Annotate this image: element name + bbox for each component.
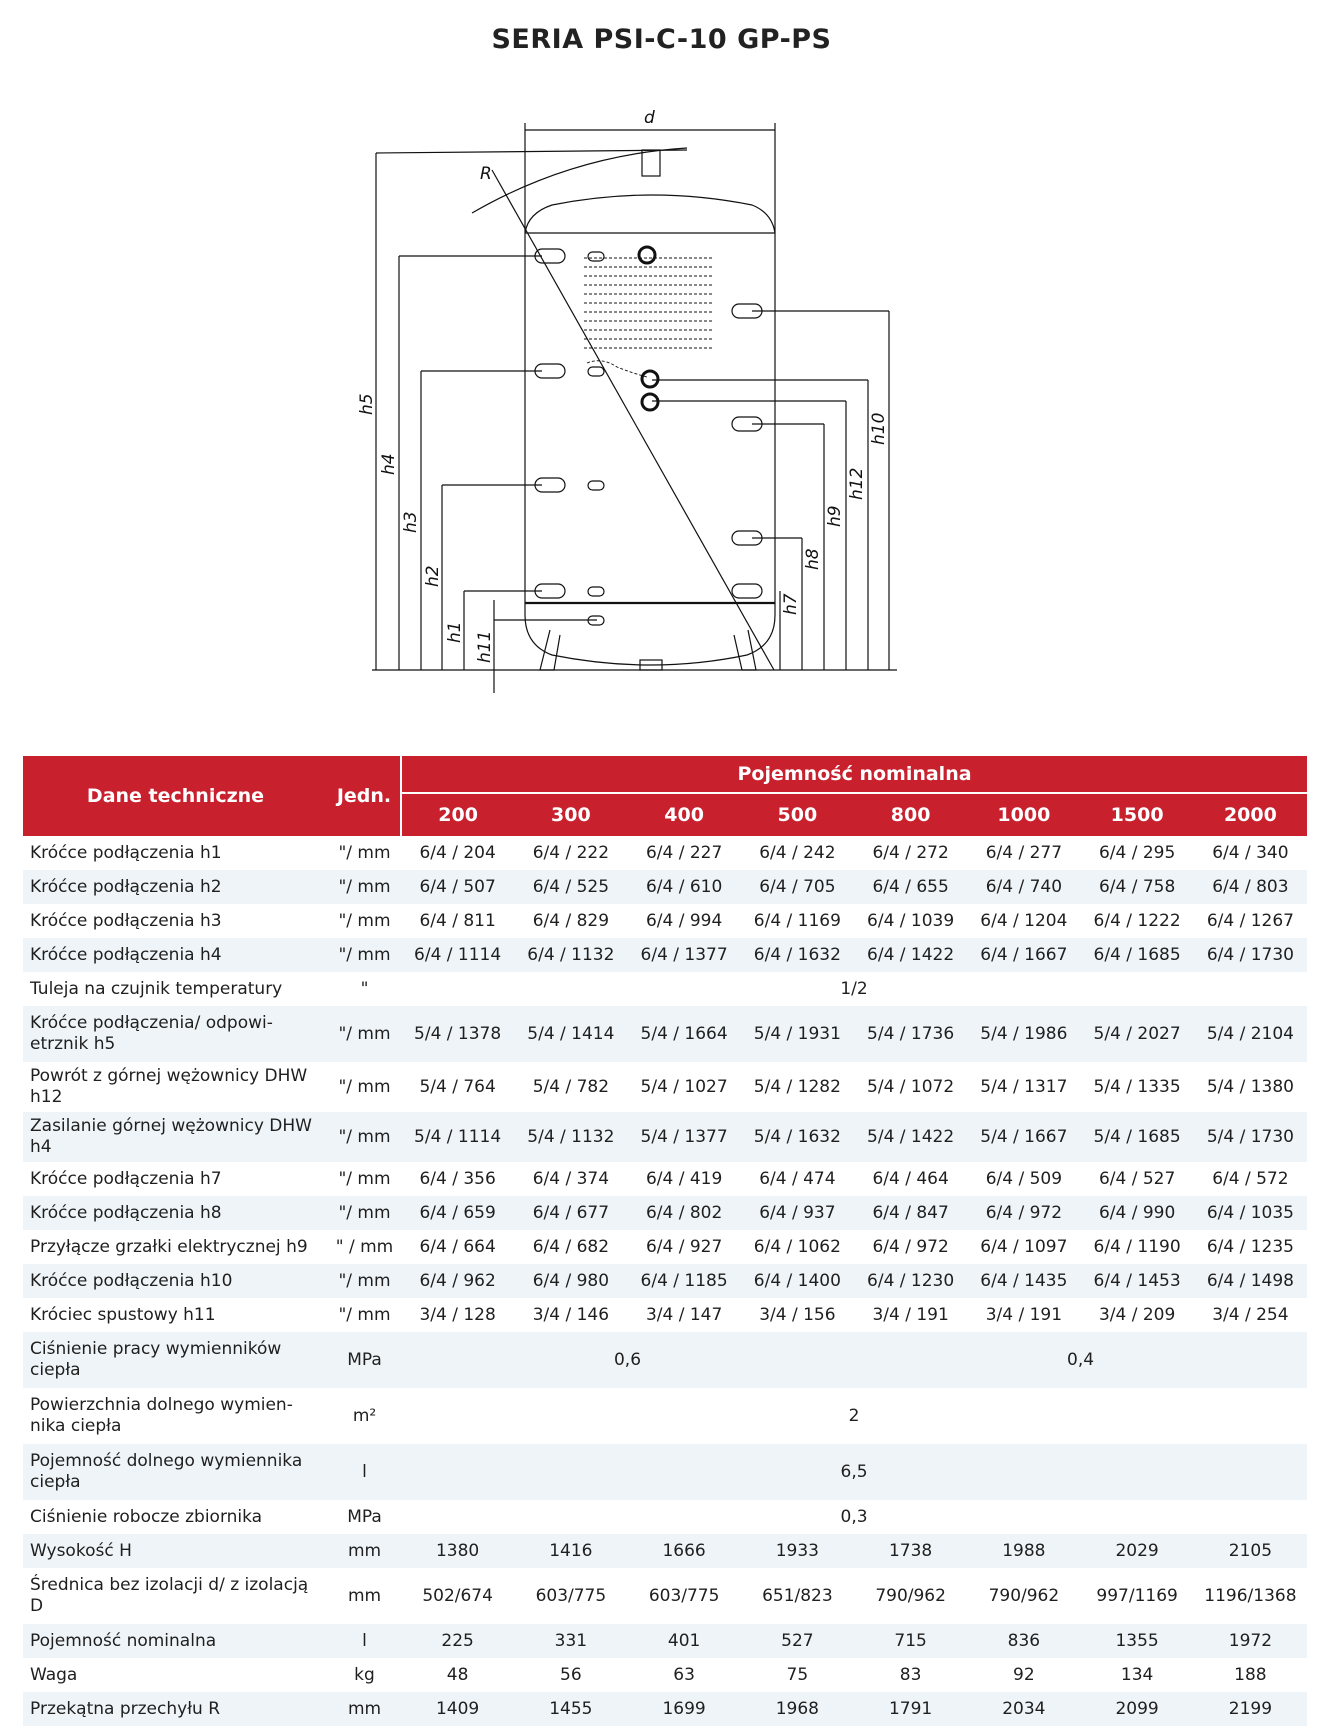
svg-text:R: R bbox=[480, 164, 492, 184]
cell-value: 6/4 / 340 bbox=[1212, 843, 1289, 863]
svg-text:h12: h12 bbox=[847, 467, 867, 500]
cell-value: 6/4 / 994 bbox=[645, 911, 723, 931]
tank-technical-drawing bbox=[357, 108, 952, 735]
row-unit: mm bbox=[347, 1586, 382, 1606]
cell-value: 1933 bbox=[741, 1534, 854, 1568]
row-unit: mm bbox=[328, 1692, 401, 1726]
cell-value: 6/4 / 1114 bbox=[401, 938, 514, 972]
cell-value: 6/4 / 1062 bbox=[753, 1237, 841, 1257]
row-unit: "/ mm bbox=[328, 1264, 401, 1298]
row-unit: MPa bbox=[328, 1332, 401, 1388]
cell-value: 6/4 / 1267 bbox=[1206, 911, 1294, 931]
cell-value: 1455 bbox=[514, 1692, 627, 1726]
cell-value: 997/1169 bbox=[1096, 1586, 1178, 1606]
cell-value: 6/4 / 1377 bbox=[628, 938, 741, 972]
header-capacity-4: 500 bbox=[741, 793, 854, 836]
cell-value: 6/4 / 1190 bbox=[1093, 1237, 1181, 1257]
cell-value: 6/4 / 740 bbox=[967, 870, 1080, 904]
header-capacity: Pojemność nominalna bbox=[401, 756, 1307, 793]
cell-value: 6/4 / 1435 bbox=[967, 1264, 1080, 1298]
svg-text:h5: h5 bbox=[357, 393, 377, 415]
cell-value: 56 bbox=[560, 1665, 582, 1685]
row-label: Króćce podłączenia h4 bbox=[23, 938, 328, 972]
table-row bbox=[23, 904, 1307, 938]
cell-value: 331 bbox=[514, 1624, 627, 1658]
cell-value: 6/4 / 464 bbox=[872, 1169, 949, 1189]
cell-value: 3/4 / 156 bbox=[759, 1305, 836, 1325]
row-label: Ciśnienie pracy wymienników ciepła bbox=[23, 1332, 328, 1388]
cell-value: 75 bbox=[786, 1665, 809, 1685]
row-label: Króćce podłączenia h7 bbox=[30, 1168, 222, 1189]
header-capacity-3: 400 bbox=[628, 793, 741, 836]
cell-value: 6/4 / 1169 bbox=[753, 911, 841, 931]
row-label: Przekątna przechyłu R bbox=[23, 1692, 328, 1726]
row-label: Króćce podłączenia h2 bbox=[23, 870, 328, 904]
cell-value: 6/4 / 1235 bbox=[1206, 1237, 1294, 1257]
cell-value: 603/775 bbox=[648, 1586, 720, 1606]
row-label: Wysokość H bbox=[23, 1534, 328, 1568]
row-label: Króćce podłączenia h3 bbox=[30, 910, 222, 931]
cell-value-group: 0,6 bbox=[401, 1332, 854, 1388]
cell-value-span: 1/2 bbox=[840, 979, 868, 999]
cell-value: 6/4 / 1667 bbox=[967, 938, 1080, 972]
cell-value: 6/4 / 277 bbox=[985, 843, 1063, 863]
cell-value: 6/4 / 374 bbox=[532, 1169, 610, 1189]
header-capacity-5: 800 bbox=[854, 793, 967, 836]
row-unit: "/ mm bbox=[338, 1169, 391, 1189]
coil-pattern bbox=[584, 258, 712, 377]
cell-value: 134 bbox=[1120, 1665, 1154, 1685]
row-unit: " bbox=[360, 979, 369, 999]
table-row bbox=[23, 1534, 1307, 1568]
cell-value: 6/4 / 655 bbox=[854, 870, 967, 904]
cell-value: 6/4 / 572 bbox=[1212, 1169, 1289, 1189]
cell-value: 5/4 / 1685 bbox=[1081, 1112, 1194, 1162]
header-unit: Jedn. bbox=[328, 756, 401, 836]
row-label: Króćce podłączenia/ odpowi-etrznik h5 bbox=[23, 1006, 328, 1062]
svg-text:h10: h10 bbox=[869, 412, 889, 445]
cell-value: 5/4 / 2104 bbox=[1194, 1006, 1307, 1062]
row-label: Waga bbox=[30, 1664, 78, 1685]
row-label: Średnica bez izolacji d/ z izolacją D bbox=[30, 1575, 309, 1616]
header-capacity-2: 300 bbox=[514, 793, 627, 836]
row-unit: "/ mm bbox=[338, 1077, 391, 1097]
row-unit: "/ mm bbox=[338, 843, 391, 863]
row-label: Króćce podłączenia h8 bbox=[23, 1196, 328, 1230]
row-unit: "/ mm bbox=[328, 870, 401, 904]
row-unit: kg bbox=[354, 1665, 375, 1685]
cell-value: 1972 bbox=[1194, 1624, 1307, 1658]
row-unit: "/ mm bbox=[328, 1196, 401, 1230]
cell-value: 5/4 / 1664 bbox=[628, 1006, 741, 1062]
cell-value: 3/4 / 147 bbox=[645, 1305, 723, 1325]
table-row bbox=[23, 1332, 1307, 1388]
row-label: Króciec spustowy h11 bbox=[30, 1304, 216, 1325]
row-label: Ciśnienie robocze zbiornika bbox=[30, 1506, 263, 1527]
table-row bbox=[23, 1624, 1307, 1658]
cell-value: 6/4 / 677 bbox=[514, 1196, 627, 1230]
row-unit: "/ mm bbox=[338, 911, 391, 931]
cell-value: 1416 bbox=[514, 1534, 627, 1568]
cell-value: 5/4 / 1931 bbox=[741, 1006, 854, 1062]
cell-value: 48 bbox=[446, 1665, 469, 1685]
cell-value: 715 bbox=[854, 1624, 967, 1658]
cell-value: 188 bbox=[1234, 1665, 1267, 1685]
cell-value: 6/4 / 204 bbox=[419, 843, 496, 863]
cell-value: 5/4 / 1132 bbox=[514, 1112, 627, 1162]
cell-value: 6/4 / 1185 bbox=[628, 1264, 741, 1298]
svg-text:h1: h1 bbox=[445, 621, 465, 643]
table-row bbox=[23, 836, 1307, 870]
page-title: SERIA PSI-C-10 GP-PS bbox=[491, 24, 832, 55]
cell-value: 5/4 / 1414 bbox=[514, 1006, 627, 1062]
cell-value: 1968 bbox=[741, 1692, 854, 1726]
cell-value: 5/4 / 1730 bbox=[1194, 1112, 1307, 1162]
cell-value: 6/4 / 227 bbox=[645, 843, 723, 863]
cell-value: 527 bbox=[741, 1624, 854, 1658]
header-capacity-6: 1000 bbox=[967, 793, 1080, 836]
row-label: Tuleja na czujnik temperatury bbox=[30, 978, 283, 999]
cell-value: 5/4 / 782 bbox=[532, 1077, 610, 1097]
cell-value-span: 2 bbox=[848, 1406, 860, 1426]
cell-value: 6/4 / 802 bbox=[628, 1196, 741, 1230]
row-unit: m² bbox=[352, 1406, 377, 1426]
cell-value: 5/4 / 1072 bbox=[867, 1077, 955, 1097]
cell-value: 1791 bbox=[854, 1692, 967, 1726]
cell-value: 6/4 / 610 bbox=[628, 870, 741, 904]
cell-value: 5/4 / 1317 bbox=[980, 1077, 1068, 1097]
cell-value: 6/4 / 682 bbox=[532, 1237, 610, 1257]
cell-value: 5/4 / 1422 bbox=[854, 1112, 967, 1162]
cell-value: 6/4 / 962 bbox=[401, 1264, 514, 1298]
cell-value: 2099 bbox=[1081, 1692, 1194, 1726]
cell-value: 3/4 / 191 bbox=[985, 1305, 1063, 1325]
row-unit: "/ mm bbox=[328, 938, 401, 972]
cell-value: 6/4 / 972 bbox=[872, 1237, 949, 1257]
cell-value: 6/4 / 758 bbox=[1081, 870, 1194, 904]
row-label: Pojemność nominalna bbox=[23, 1624, 328, 1658]
row-label: Króćce podłączenia h1 bbox=[30, 842, 222, 863]
cell-value: 63 bbox=[673, 1665, 695, 1685]
table-row bbox=[23, 1500, 1307, 1534]
cell-value: 6/4 / 419 bbox=[645, 1169, 723, 1189]
table-row bbox=[23, 1230, 1307, 1264]
table-row bbox=[23, 1162, 1307, 1196]
cell-value: 5/4 / 1335 bbox=[1093, 1077, 1181, 1097]
cell-value: 1699 bbox=[628, 1692, 741, 1726]
cell-value: 6/4 / 1097 bbox=[980, 1237, 1068, 1257]
svg-text:h4: h4 bbox=[379, 453, 399, 475]
cell-value: 6/4 / 1632 bbox=[741, 938, 854, 972]
row-unit: l bbox=[328, 1624, 401, 1658]
table-row bbox=[23, 1692, 1307, 1726]
cell-value: 3/4 / 146 bbox=[532, 1305, 610, 1325]
row-unit: "/ mm bbox=[338, 1305, 391, 1325]
cell-value: 5/4 / 1986 bbox=[967, 1006, 1080, 1062]
cell-value: 3/4 / 209 bbox=[1098, 1305, 1176, 1325]
cell-value: 1355 bbox=[1081, 1624, 1194, 1658]
table-row bbox=[23, 938, 1307, 972]
header-capacity-7: 1500 bbox=[1081, 793, 1194, 836]
table-row bbox=[23, 1658, 1307, 1692]
svg-text:h11: h11 bbox=[475, 630, 495, 663]
header-params: Dane techniczne bbox=[23, 756, 328, 836]
cell-value: 401 bbox=[628, 1624, 741, 1658]
table-row bbox=[23, 972, 1307, 1006]
drawing-labels bbox=[357, 108, 889, 663]
cell-value: 3/4 / 191 bbox=[872, 1305, 949, 1325]
cell-value: 2029 bbox=[1081, 1534, 1194, 1568]
cell-value: 6/4 / 272 bbox=[872, 843, 949, 863]
technical-data-table bbox=[23, 756, 1307, 1726]
cell-value: 1738 bbox=[854, 1534, 967, 1568]
cell-value: 6/4 / 1498 bbox=[1194, 1264, 1307, 1298]
cell-value-span: 0,3 bbox=[840, 1507, 868, 1527]
table-row bbox=[23, 1264, 1307, 1298]
table-row bbox=[23, 1298, 1307, 1332]
cell-value: 1988 bbox=[967, 1534, 1080, 1568]
row-label: Powierzchnia dolnego wymien-nika ciepła bbox=[30, 1395, 293, 1436]
cell-value: 790/962 bbox=[988, 1586, 1060, 1606]
cell-value: 6/4 / 847 bbox=[854, 1196, 967, 1230]
cell-value: 6/4 / 1204 bbox=[980, 911, 1068, 931]
cell-value: 6/4 / 509 bbox=[985, 1169, 1063, 1189]
cell-value: 6/4 / 1039 bbox=[867, 911, 955, 931]
cell-value: 6/4 / 1400 bbox=[741, 1264, 854, 1298]
cell-value: 6/4 / 927 bbox=[645, 1237, 723, 1257]
row-label: Zasilanie górnej wężownicy DHW h4 bbox=[23, 1112, 328, 1162]
row-unit: " / mm bbox=[335, 1237, 394, 1257]
cell-value: 6/4 / 525 bbox=[514, 870, 627, 904]
cell-value: 6/4 / 507 bbox=[401, 870, 514, 904]
cell-value: 6/4 / 990 bbox=[1081, 1196, 1194, 1230]
cell-value: 6/4 / 1035 bbox=[1194, 1196, 1307, 1230]
cell-value: 6/4 / 1132 bbox=[514, 938, 627, 972]
cell-value: 5/4 / 1114 bbox=[401, 1112, 514, 1162]
cell-value: 651/823 bbox=[762, 1586, 833, 1606]
cell-value: 5/4 / 1282 bbox=[753, 1077, 841, 1097]
cell-value: 5/4 / 1378 bbox=[401, 1006, 514, 1062]
row-label: Przyłącze grzałki elektrycznej h9 bbox=[30, 1236, 308, 1257]
cell-value-span: 6,5 bbox=[401, 1444, 1307, 1500]
cell-value: 1409 bbox=[401, 1692, 514, 1726]
cell-value: 225 bbox=[401, 1624, 514, 1658]
table-row bbox=[23, 870, 1307, 904]
table-row bbox=[23, 1062, 1307, 1112]
cell-value: 6/4 / 222 bbox=[532, 843, 610, 863]
svg-text:d: d bbox=[644, 108, 655, 128]
cell-value: 5/4 / 1027 bbox=[640, 1077, 728, 1097]
cell-value: 6/4 / 242 bbox=[759, 843, 836, 863]
table-row bbox=[23, 1196, 1307, 1230]
cell-value: 5/4 / 1667 bbox=[967, 1112, 1080, 1162]
cell-value: 6/4 / 527 bbox=[1098, 1169, 1176, 1189]
header-capacity-1: 200 bbox=[401, 793, 514, 836]
cell-value: 6/4 / 803 bbox=[1194, 870, 1307, 904]
cell-value: 1196/1368 bbox=[1204, 1586, 1297, 1606]
cell-value: 6/4 / 980 bbox=[514, 1264, 627, 1298]
cell-value: 2105 bbox=[1194, 1534, 1307, 1568]
cell-value: 502/674 bbox=[422, 1586, 493, 1606]
cell-value: 603/775 bbox=[535, 1586, 607, 1606]
cell-value: 6/4 / 937 bbox=[741, 1196, 854, 1230]
cell-value: 790/962 bbox=[875, 1586, 946, 1606]
row-unit: l bbox=[328, 1444, 401, 1500]
svg-text:h8: h8 bbox=[803, 548, 823, 570]
cell-value: 6/4 / 1230 bbox=[854, 1264, 967, 1298]
cell-value: 5/4 / 1632 bbox=[741, 1112, 854, 1162]
cell-value: 6/4 / 356 bbox=[419, 1169, 496, 1189]
cell-value: 6/4 / 1685 bbox=[1081, 938, 1194, 972]
row-label: Powrót z górnej wężownicy DHW h12 bbox=[30, 1066, 308, 1107]
cell-value: 5/4 / 1736 bbox=[854, 1006, 967, 1062]
cell-value: 5/4 / 2027 bbox=[1081, 1006, 1194, 1062]
cell-value: 83 bbox=[899, 1665, 922, 1685]
cell-value: 6/4 / 972 bbox=[967, 1196, 1080, 1230]
cell-value: 6/4 / 1222 bbox=[1093, 911, 1181, 931]
row-unit: mm bbox=[328, 1534, 401, 1568]
cell-value: 836 bbox=[967, 1624, 1080, 1658]
cell-value: 1380 bbox=[401, 1534, 514, 1568]
cell-value: 3/4 / 128 bbox=[419, 1305, 496, 1325]
cell-value: 5/4 / 764 bbox=[419, 1077, 496, 1097]
svg-text:h3: h3 bbox=[401, 511, 421, 533]
cell-value: 6/4 / 664 bbox=[419, 1237, 496, 1257]
cell-value: 5/4 / 1377 bbox=[628, 1112, 741, 1162]
row-unit: MPa bbox=[347, 1507, 382, 1527]
cell-value: 6/4 / 1422 bbox=[854, 938, 967, 972]
cell-value: 5/4 / 1380 bbox=[1206, 1077, 1294, 1097]
cell-value-group: 0,4 bbox=[854, 1332, 1307, 1388]
table-row bbox=[23, 1444, 1307, 1500]
table-row bbox=[23, 1112, 1307, 1162]
row-unit: "/ mm bbox=[328, 1006, 401, 1062]
svg-text:h2: h2 bbox=[423, 565, 443, 587]
table-row bbox=[23, 1568, 1307, 1624]
cell-value: 6/4 / 705 bbox=[741, 870, 854, 904]
cell-value: 3/4 / 254 bbox=[1212, 1305, 1289, 1325]
cell-value: 6/4 / 659 bbox=[401, 1196, 514, 1230]
cell-value: 92 bbox=[1013, 1665, 1035, 1685]
cell-value: 6/4 / 811 bbox=[419, 911, 496, 931]
row-unit: "/ mm bbox=[328, 1112, 401, 1162]
row-label: Króćce podłączenia h10 bbox=[23, 1264, 328, 1298]
cell-value: 1666 bbox=[628, 1534, 741, 1568]
header-capacity-8: 2000 bbox=[1194, 793, 1307, 836]
cell-value: 6/4 / 474 bbox=[759, 1169, 836, 1189]
cell-value: 2199 bbox=[1194, 1692, 1307, 1726]
table-row bbox=[23, 1388, 1307, 1444]
svg-text:h9: h9 bbox=[825, 505, 845, 527]
row-label: Pojemność dolnego wymiennika ciepła bbox=[23, 1444, 328, 1500]
cell-value: 6/4 / 829 bbox=[532, 911, 610, 931]
table-row bbox=[23, 1006, 1307, 1062]
cell-value: 2034 bbox=[967, 1692, 1080, 1726]
cell-value: 6/4 / 295 bbox=[1098, 843, 1176, 863]
cell-value: 6/4 / 1453 bbox=[1081, 1264, 1194, 1298]
cell-value: 6/4 / 1730 bbox=[1194, 938, 1307, 972]
svg-text:h7: h7 bbox=[781, 593, 801, 615]
